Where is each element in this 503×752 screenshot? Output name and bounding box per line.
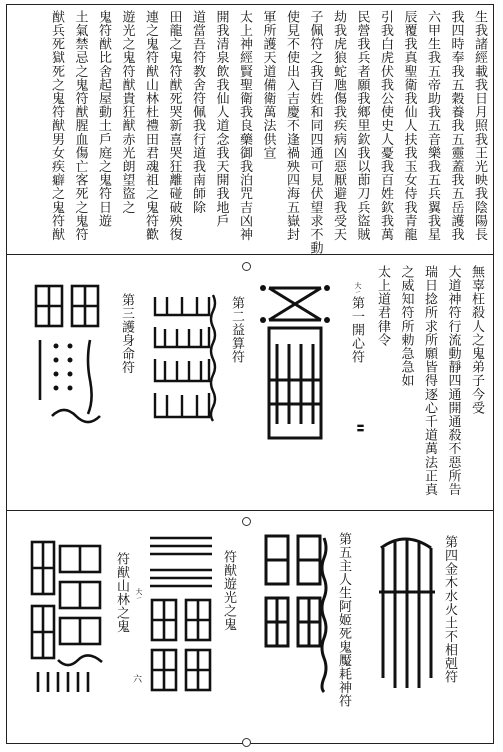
top-text-column: 太上神經賢聖衛我良藥御我泊咒吉凶神 — [237, 10, 252, 242]
binding-hole — [242, 517, 251, 526]
talisman-label-fifth: 第五主人生阿姬死鬼魘耗神符 — [336, 532, 351, 708]
top-text-column: 劫我虎狼蛇虺傷我疾病凶惡厭避我受天 — [331, 10, 346, 242]
talisman-fourth-wuxing — [375, 528, 437, 698]
talisman-sixth-youguang — [146, 530, 218, 700]
top-text-column: 田龍之鬼符猷死哭新喜哭狂離碰破殃復 — [166, 10, 182, 242]
talisman-third-hushen — [30, 280, 110, 430]
page-number: 六 — [131, 674, 141, 684]
section-divider-bottom — [6, 510, 494, 511]
middle-text-column: 大道神符行流動靜四通開通殺不惡所告 — [445, 265, 461, 497]
middle-text-column: 無辜枉殺人之鬼弟子今受 — [469, 265, 484, 415]
page-mark: 〓 — [356, 424, 365, 432]
top-text-column: 六甲生我五帝助我五音樂我五兵翼我星 — [425, 10, 440, 242]
top-text-column: 遊光之鬼符猷貴狂猷赤光朗望盜之 — [119, 10, 135, 214]
top-text-column: 連之鬼符猷山林杜禮田君魂祖之鬼符歡 — [143, 10, 158, 242]
top-text-column: 開我清泉飲我仙人道念我天開我地戶 — [213, 10, 229, 228]
middle-text-column: 之威知符所勅急急如 — [398, 265, 414, 388]
talisman-label-third: 第三護身命符 — [119, 293, 134, 374]
top-text-column: 辰覆我真聖衛我仙人扶我玉女侍我青龍 — [401, 10, 417, 242]
top-text-column: 土氣禁忌之鬼符猷腥血傷亡客死之鬼符 — [72, 10, 88, 242]
top-text-column: 道當吾符教舍符佩我行道我南師除 — [190, 10, 205, 214]
talisman-label-sixth: 符猷遊光之鬼 — [221, 550, 236, 631]
talisman-label-seventh: 符猷山林之鬼 — [114, 552, 129, 633]
talisman-first-kaixin — [255, 284, 335, 444]
top-text-column: 子佩符之我百姓和同四通可見伏望求不動 — [307, 10, 323, 255]
talisman-label-second: 第二益算符 — [229, 296, 244, 364]
top-text-column: 猷兵死獄死之鬼符猷男女疾癖之鬼符猷 — [49, 10, 64, 242]
binding-hole — [242, 262, 251, 271]
small-mark: 大ㄧ — [354, 282, 362, 295]
top-text-column: 鬼符猷比舍起屋動土戶庭之鬼符日遊 — [96, 10, 111, 228]
talisman-seventh-shanlin — [28, 532, 108, 702]
middle-text-column: 太上道君律令 — [375, 265, 390, 347]
talisman-second-yisuan — [147, 287, 217, 437]
top-text-column: 生我諸經載我日月照我王光映我陰陽長 — [472, 10, 487, 242]
talisman-fifth-zhuren — [262, 528, 332, 698]
talisman-label-fourth: 第四金木水火土不相剋符 — [442, 535, 457, 684]
talisman-label-first: 第一開心符 — [349, 296, 364, 364]
top-text-column: 我四時奉我五穀養我五靈蓋我五岳護我 — [448, 10, 464, 242]
binding-hole — [242, 738, 251, 747]
top-text-column: 引我白虎伏我公使史人憂我百姓欽我萬 — [378, 10, 393, 242]
small-mark: 大ㄧ — [135, 588, 143, 601]
top-text-column: 使見不使出入吉慶不逢禍殃四海五嶽封 — [284, 10, 299, 242]
top-text-column: 軍所護天道備衛萬法供宣 — [260, 10, 276, 160]
section-divider-top — [6, 254, 494, 255]
middle-text-column: 瑞日捻所求所願皆得逐心千道萬法正真 — [422, 265, 437, 497]
top-text-column: 民營我兵者願我鄉里欽我以莭刀兵盜賊 — [354, 10, 370, 242]
